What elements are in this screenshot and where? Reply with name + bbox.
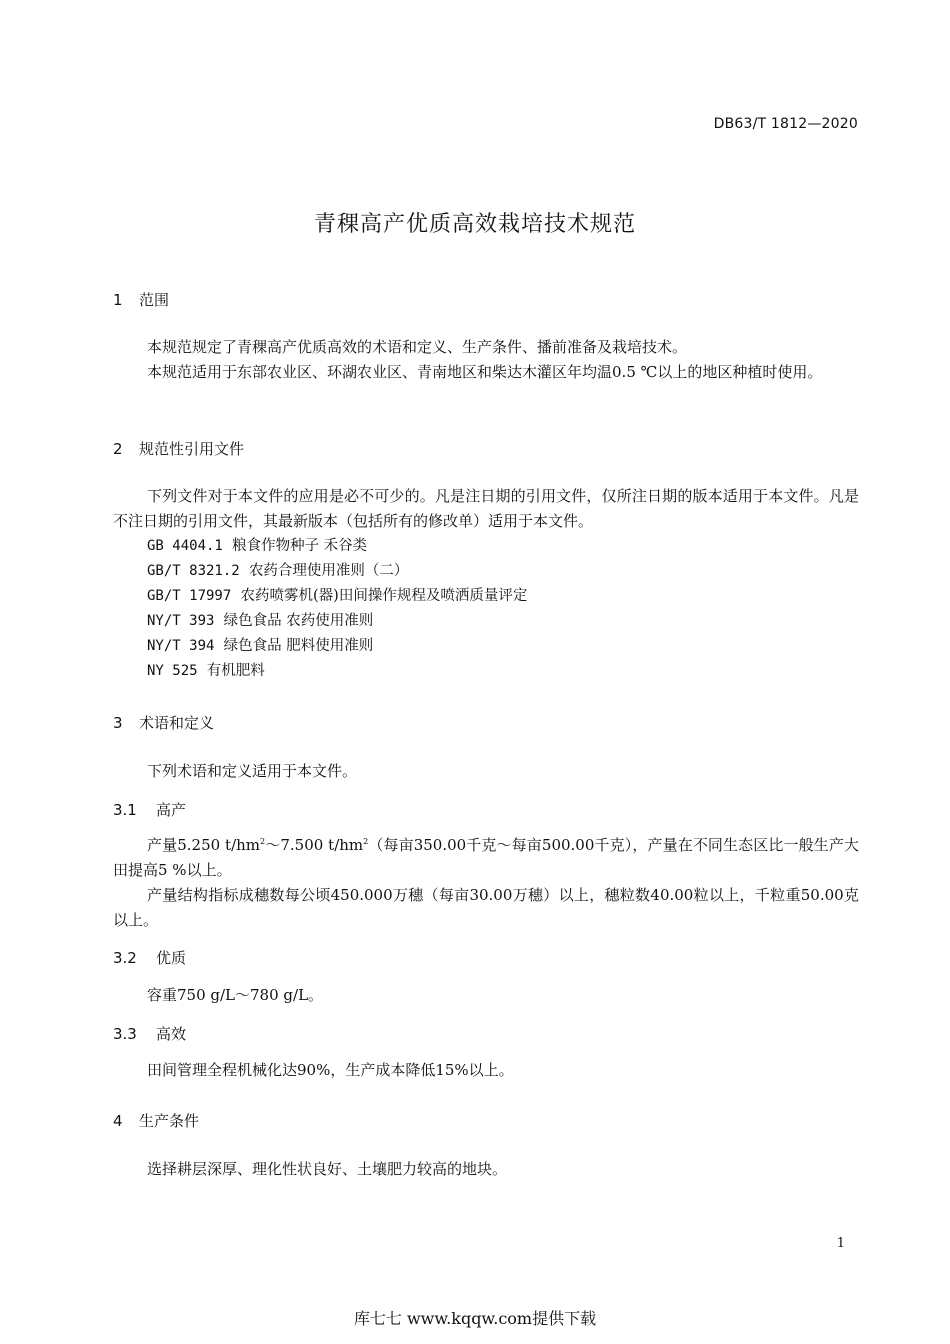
reference-code: GB 4404.1 — [147, 538, 223, 554]
subsection-title: 高产 — [156, 801, 187, 819]
standard-code: DB63/T 1812—2020 — [713, 116, 858, 132]
section-title: 范围 — [139, 291, 170, 309]
reference-item — [147, 559, 408, 584]
page-number: 1 — [836, 1236, 845, 1251]
text-run: （每亩350.00千克～每亩500.00千克），产量在不同生态区比一般生产大田提高5 %以上。 — [113, 836, 859, 879]
superscript: 2 — [260, 837, 266, 846]
text-run: 产量5.250 t/hm — [147, 836, 261, 854]
reference-code: GB/T 17997 — [147, 588, 232, 604]
paragraph: 下列文件对于本文件的应用是必不可少的。凡是注日期的引用文件，仅所注日期的版本适用于本文件。凡是不注日期的引用文件，其最新版本（包括所有的修改单）适用于本文件。 — [113, 487, 859, 530]
reference-name: 有机肥料 — [206, 663, 265, 679]
subsection-3-3-heading — [113, 1023, 186, 1044]
reference-name: 农药喷雾机(器)田间操作规程及喷洒质量评定 — [240, 588, 528, 604]
reference-item — [147, 634, 373, 659]
reference-item — [147, 609, 373, 634]
reference-name: 粮食作物种子 禾谷类 — [232, 538, 368, 554]
section-title: 生产条件 — [139, 1112, 200, 1130]
section-title: 规范性引用文件 — [139, 440, 245, 458]
section-number: 2 — [113, 440, 123, 458]
subsection-number: 3.3 — [113, 1025, 137, 1043]
text-run: ～7.500 t/hm — [265, 836, 364, 854]
paragraph: 下列术语和定义适用于本文件。 — [147, 762, 358, 780]
subsection-number: 3.1 — [113, 801, 137, 819]
section-4-heading — [113, 1110, 199, 1131]
paragraph: 容重750 g/L～780 g/L。 — [147, 986, 324, 1004]
reference-item — [147, 534, 367, 559]
section-3-heading — [113, 712, 214, 733]
reference-code: NY 525 — [147, 663, 198, 679]
reference-item — [147, 584, 527, 609]
reference-name: 绿色食品 农药使用准则 — [223, 613, 374, 629]
superscript: 2 — [363, 837, 369, 846]
section-2-heading — [113, 438, 244, 459]
paragraph: 田间管理全程机械化达90%，生产成本降低15%以上。 — [147, 1061, 514, 1079]
subsection-3-1-heading — [113, 799, 186, 820]
reference-item — [147, 659, 265, 684]
reference-name: 农药合理使用准则（二） — [248, 563, 409, 579]
reference-name: 绿色食品 肥料使用准则 — [223, 638, 374, 654]
subsection-title: 优质 — [156, 949, 187, 967]
reference-code: GB/T 8321.2 — [147, 563, 240, 579]
subsection-number: 3.2 — [113, 949, 137, 967]
footer-watermark: 库七七 www.kqqw.com提供下载 — [353, 1309, 597, 1328]
paragraph: 产量结构指标成穗数每公顷450.000万穗（每亩30.00万穗）以上，穗粒数40.00粒以上，千粒重50.00克以上。 — [113, 886, 859, 929]
paragraph: 选择耕层深厚、理化性状良好、土壤肥力较高的地块。 — [147, 1160, 508, 1178]
paragraph — [113, 833, 859, 883]
section-number: 1 — [113, 291, 123, 309]
subsection-3-2-heading — [113, 947, 186, 968]
reference-code: NY/T 393 — [147, 613, 215, 629]
paragraph: 本规范适用于东部农业区、环湖农业区、青南地区和柴达木灌区年均温0.5 ℃以上的地区种植时使用。 — [147, 363, 823, 381]
reference-code: NY/T 394 — [147, 638, 215, 654]
section-1-heading — [113, 289, 169, 310]
section-title: 术语和定义 — [139, 714, 215, 732]
subsection-title: 高效 — [156, 1025, 187, 1043]
document-title: 青稞高产优质高效栽培技术规范 — [313, 212, 636, 237]
section-number: 3 — [113, 714, 123, 732]
paragraph: 本规范规定了青稞高产优质高效的术语和定义、生产条件、播前准备及栽培技术。 — [147, 338, 688, 356]
section-number: 4 — [113, 1112, 123, 1130]
